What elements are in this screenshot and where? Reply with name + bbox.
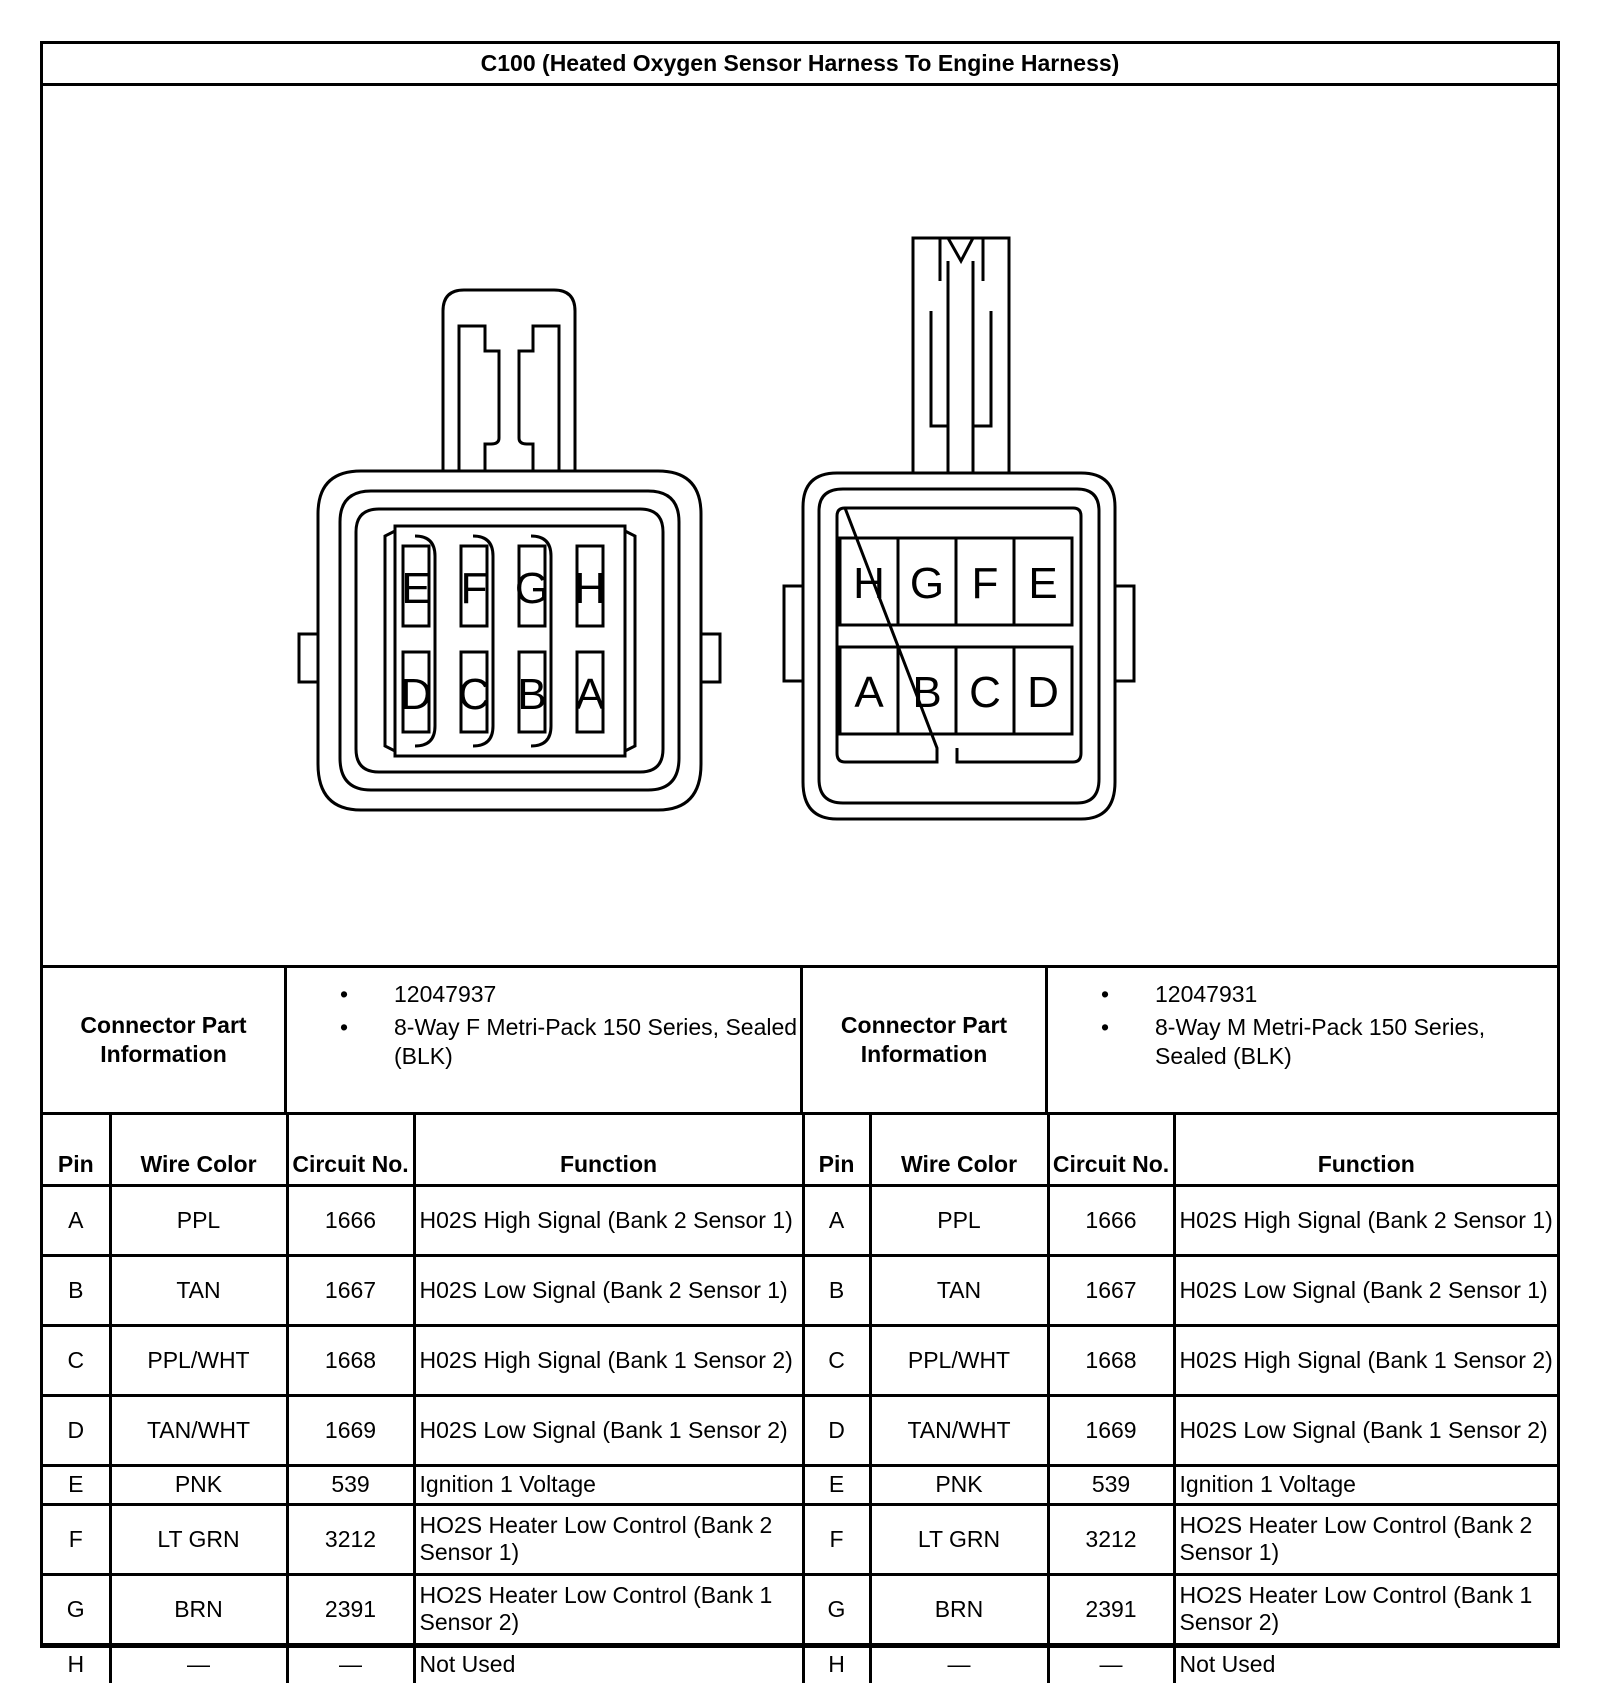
circuit-cell: —: [1048, 1644, 1174, 1683]
part-info-list-left: [287, 968, 803, 1112]
wire-color-cell: —: [870, 1644, 1048, 1683]
function-cell: HO2S Heater Low Control (Bank 1 Sensor 2): [414, 1574, 803, 1644]
function-cell: H02S High Signal (Bank 2 Sensor 1): [1174, 1185, 1557, 1255]
pin-label: F: [971, 559, 999, 608]
wire-color-cell: TAN/WHT: [870, 1395, 1048, 1465]
pinout-table: [43, 1115, 1557, 1683]
pin-label: H: [853, 559, 885, 608]
pin-cell: G: [43, 1574, 110, 1644]
header-pin: Pin: [43, 1115, 110, 1185]
wire-color-cell: PNK: [110, 1465, 287, 1504]
pin-cell: D: [43, 1395, 110, 1465]
wire-color-cell: TAN: [870, 1255, 1048, 1325]
header-circuit-no: Circuit No.: [1048, 1115, 1174, 1185]
wire-color-cell: LT GRN: [870, 1504, 1048, 1574]
function-cell: Ignition 1 Voltage: [414, 1465, 803, 1504]
pin-cell: H: [43, 1644, 110, 1683]
female-connector-drawing: [299, 290, 720, 810]
pin-label: B: [912, 668, 942, 717]
pin-cell: A: [803, 1185, 870, 1255]
table-row: [43, 1395, 1557, 1465]
wire-color-cell: LT GRN: [110, 1504, 287, 1574]
table-row: [43, 1185, 1557, 1255]
circuit-cell: —: [287, 1644, 414, 1683]
pin-label: C: [969, 668, 1001, 717]
function-cell: H02S Low Signal (Bank 2 Sensor 1): [414, 1255, 803, 1325]
pin-cell: C: [43, 1325, 110, 1395]
pin-cell: A: [43, 1185, 110, 1255]
wire-color-cell: TAN: [110, 1255, 287, 1325]
table-row: [43, 1504, 1557, 1574]
circuit-cell: 1667: [287, 1255, 414, 1325]
circuit-cell: 539: [1048, 1465, 1174, 1504]
connector-drawings: [43, 86, 1557, 962]
wire-color-cell: —: [110, 1644, 287, 1683]
connector-sheet: [40, 41, 1560, 1677]
wire-color-cell: PPL/WHT: [110, 1325, 287, 1395]
pin-label: G: [514, 564, 550, 613]
function-cell: H02S High Signal (Bank 1 Sensor 2): [1174, 1325, 1557, 1395]
function-cell: H02S Low Signal (Bank 1 Sensor 2): [414, 1395, 803, 1465]
part-number: • 12047931: [1101, 981, 1258, 1007]
header-pin: Pin: [803, 1115, 870, 1185]
circuit-cell: 3212: [287, 1504, 414, 1574]
pin-cell: B: [803, 1255, 870, 1325]
wire-color-cell: PNK: [870, 1465, 1048, 1504]
function-cell: H02S High Signal (Bank 2 Sensor 1): [414, 1185, 803, 1255]
part-number: • 12047937: [340, 981, 497, 1007]
circuit-cell: 1666: [287, 1185, 414, 1255]
pin-cell: C: [803, 1325, 870, 1395]
pin-label: G: [909, 559, 945, 608]
pin-label: B: [517, 670, 547, 719]
wire-color-cell: PPL/WHT: [870, 1325, 1048, 1395]
table-header-row: [43, 1115, 1557, 1185]
part-description: • 8-Way F Metri-Pack 150 Series, Sealed (BLK): [340, 1014, 798, 1069]
function-cell: H02S Low Signal (Bank 1 Sensor 2): [1174, 1395, 1557, 1465]
table-row: [43, 1644, 1557, 1683]
header-wire-color: Wire Color: [870, 1115, 1048, 1185]
function-cell: Not Used: [414, 1644, 803, 1683]
circuit-cell: 1666: [1048, 1185, 1174, 1255]
function-cell: HO2S Heater Low Control (Bank 1 Sensor 2): [1174, 1574, 1557, 1644]
pin-cell: F: [803, 1504, 870, 1574]
page-title: C100 (Heated Oxygen Sensor Harness To Engine Harness): [43, 44, 1557, 86]
function-cell: Not Used: [1174, 1644, 1557, 1683]
part-info-list-right: [1048, 968, 1557, 1112]
male-connector-drawing: [784, 238, 1134, 819]
pin-label: F: [460, 564, 488, 613]
part-info-label-right: Connector Part Information: [803, 968, 1048, 1112]
pin-cell: B: [43, 1255, 110, 1325]
circuit-cell: 1669: [287, 1395, 414, 1465]
table-row: [43, 1465, 1557, 1504]
circuit-cell: 539: [287, 1465, 414, 1504]
pin-label: A: [854, 668, 884, 717]
wire-color-cell: TAN/WHT: [110, 1395, 287, 1465]
part-info-label-left: Connector Part Information: [43, 968, 287, 1112]
pin-label: D: [400, 670, 432, 719]
pin-labels: [400, 559, 1059, 719]
circuit-cell: 3212: [1048, 1504, 1174, 1574]
wire-color-cell: BRN: [870, 1574, 1048, 1644]
connector-part-info: [43, 968, 1557, 1115]
header-function: Function: [414, 1115, 803, 1185]
pin-label: D: [1027, 668, 1059, 717]
connector-diagram: [43, 86, 1557, 968]
circuit-cell: 1668: [287, 1325, 414, 1395]
pin-label: E: [1028, 559, 1058, 608]
pin-cell: H: [803, 1644, 870, 1683]
pin-cell: F: [43, 1504, 110, 1574]
function-cell: HO2S Heater Low Control (Bank 2 Sensor 1): [414, 1504, 803, 1574]
pin-cell: D: [803, 1395, 870, 1465]
function-cell: H02S Low Signal (Bank 2 Sensor 1): [1174, 1255, 1557, 1325]
pin-label: H: [574, 564, 606, 613]
function-cell: HO2S Heater Low Control (Bank 2 Sensor 1): [1174, 1504, 1557, 1574]
wire-color-cell: PPL: [110, 1185, 287, 1255]
circuit-cell: 1669: [1048, 1395, 1174, 1465]
pin-cell: E: [803, 1465, 870, 1504]
header-function: Function: [1174, 1115, 1557, 1185]
table-row: [43, 1255, 1557, 1325]
pin-cell: E: [43, 1465, 110, 1504]
header-wire-color: Wire Color: [110, 1115, 287, 1185]
table-row: [43, 1574, 1557, 1644]
wire-color-cell: BRN: [110, 1574, 287, 1644]
table-row: [43, 1325, 1557, 1395]
circuit-cell: 1667: [1048, 1255, 1174, 1325]
function-cell: H02S High Signal (Bank 1 Sensor 2): [414, 1325, 803, 1395]
circuit-cell: 1668: [1048, 1325, 1174, 1395]
part-description: • 8-Way M Metri-Pack 150 Series, Sealed (BLK): [1101, 1014, 1486, 1069]
pin-label: A: [575, 670, 605, 719]
header-circuit-no: Circuit No.: [287, 1115, 414, 1185]
circuit-cell: 2391: [1048, 1574, 1174, 1644]
circuit-cell: 2391: [287, 1574, 414, 1644]
pin-label: E: [401, 564, 431, 613]
pin-label: C: [458, 670, 490, 719]
pin-cell: G: [803, 1574, 870, 1644]
function-cell: Ignition 1 Voltage: [1174, 1465, 1557, 1504]
pinout-rows: [43, 1185, 1557, 1683]
wire-color-cell: PPL: [870, 1185, 1048, 1255]
